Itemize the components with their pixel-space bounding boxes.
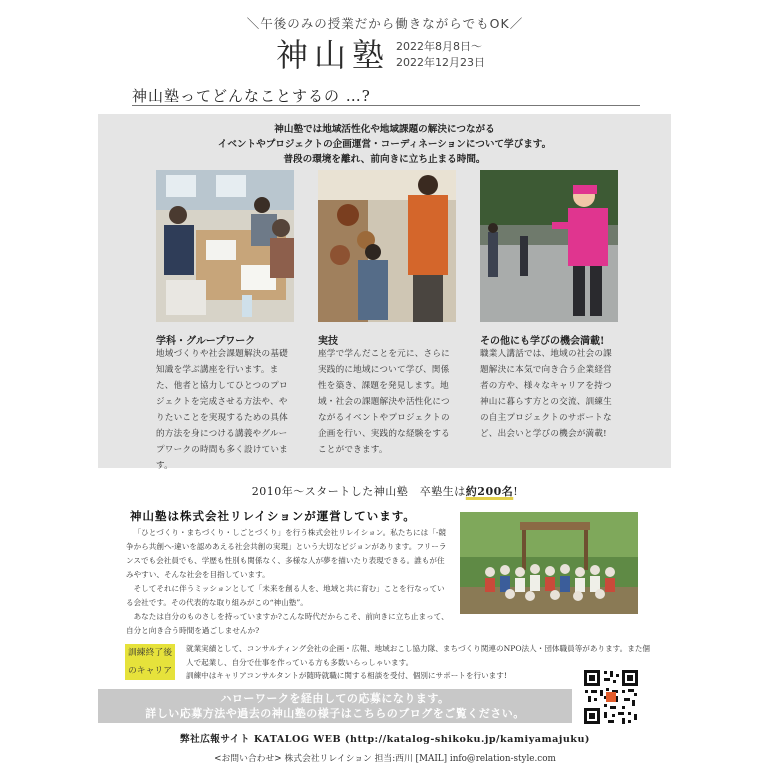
date-start: 2022年8月8日〜 <box>396 40 482 53</box>
divider <box>132 105 640 106</box>
intro-line-3: 普段の環境を離れ、前向きに立ち止まる時間。 <box>283 154 486 165</box>
graduates-prefix: 2010年〜スタートした神山塾 卒塾生は <box>251 485 466 498</box>
date-end: 2022年12月23日 <box>396 56 485 69</box>
column-text-classroom: 地域づくりや社会課題解決の基礎知識を学ぶ講座を行います。また、他者と協力してひとつのプロジェクトを完成させる方法や、やりたいことを実現するための具体的方法を身につける講義やグループワークの時間も多く設けています。 <box>156 349 288 471</box>
photo-group <box>460 512 638 614</box>
career-tag-line-1: 訓練終了後 <box>128 648 172 658</box>
graduates-suffix: ! <box>513 485 519 498</box>
intro-line-1: 神山塾では地域活性化や地域課題の解決につながる <box>274 124 495 135</box>
apply-text <box>98 692 572 721</box>
company-paragraph-2: そしてそれに伴うミッションとして「未来を創る人を、地域と共に育む」ことを行なっている会社です。その代表的な取り組みがこの“神山塾”。 <box>126 584 445 607</box>
career-tag-line-2: のキャリア <box>128 666 172 676</box>
company-heading: 神山塾は株式会社リレイションが運営しています。 <box>130 509 416 523</box>
career-tag <box>125 644 175 680</box>
column-text-other: 職業人講話では、地域の社会の課題解決に本気で向き合う企業経営者の方や、様々なキャリアを持つ神山に暮らす方との交流、訓練生の自主プロジェクトのサポートなど、出会いと学びの機会が満載! <box>480 349 612 439</box>
career-text-2: 訓練中はキャリアコンサルタントが随時就職に関する相談を受付、個別にサポートを行います! <box>186 671 507 680</box>
section-question: 神山塾ってどんなことするの …? <box>132 87 371 105</box>
column-text-practical: 座学で学んだことを元に、さらに実践的に地域について学び、関係性を築き、課題を発見します。地域・社会の課題解決や活性化につながるイベントやプロジェクトの企画を行い、実践的な経験をすることができます。 <box>318 349 450 455</box>
photo-classroom <box>156 170 294 322</box>
column-heading-classroom: 学科・グループワーク <box>156 336 256 347</box>
intro-text <box>98 122 671 167</box>
company-paragraph-1: 「ひとづくり・まちづくり・しごとづくり」を行う株式会社リレイション。私たちには「-競争から共創へ-違いを認めあえる社会共創の実現」という大切なビジョンがあります。フリーランスでも会社員でも、学歴も性別も関係なく、多様な人が夢を描いたり表現できる。誰もが住みやすい、そんな社会を目指しています。 <box>126 528 447 579</box>
intro-line-2: イベントやプロジェクトの企画運営・コーディネーションについて学びます。 <box>217 139 552 150</box>
career-text-1: 就業実績として、コンサルティング会社の企画・広報、地域おこし協力隊、まちづくり関連のNPO法人・団体職員等があります。また個人で起業し、自分で仕事を作っている方も多数いらっしゃいます。 <box>186 644 651 667</box>
page-title: 神山塾 <box>276 36 391 74</box>
website-link[interactable]: 弊社広報サイト KATALOG WEB (http://katalog-shikoku.jp/kamiyamajuku) <box>180 734 590 745</box>
apply-line-1: ハローワークを経由しての応募になります。 <box>220 692 450 705</box>
column-heading-other: その他にも学びの機会満載! <box>480 336 605 347</box>
photo-outdoor <box>480 170 618 322</box>
course-dates <box>396 39 485 71</box>
apply-line-2: 詳しい応募方法や過去の神山塾の様子はこちらのブログをご覧ください。 <box>145 706 525 720</box>
tagline: ＼午後のみの授業だから働きながらでもOK／ <box>246 16 524 31</box>
qr-code[interactable] <box>582 668 640 726</box>
graduates-banner <box>0 483 770 499</box>
contact-info: <お問い合わせ> 株式会社リレイション 担当:西川 [MAIL] info@relation-style.com <box>214 754 556 764</box>
graduates-count: 約200名 <box>465 485 514 498</box>
company-body <box>126 526 452 638</box>
column-heading-practical: 実技 <box>318 336 338 347</box>
photo-practical <box>318 170 456 322</box>
company-paragraph-3: あなたは自分のものさしを持っていますか?こんな時代だからこそ、前向きに立ち止まって、自分と向き合う時間を過ごしませんか? <box>126 612 449 635</box>
